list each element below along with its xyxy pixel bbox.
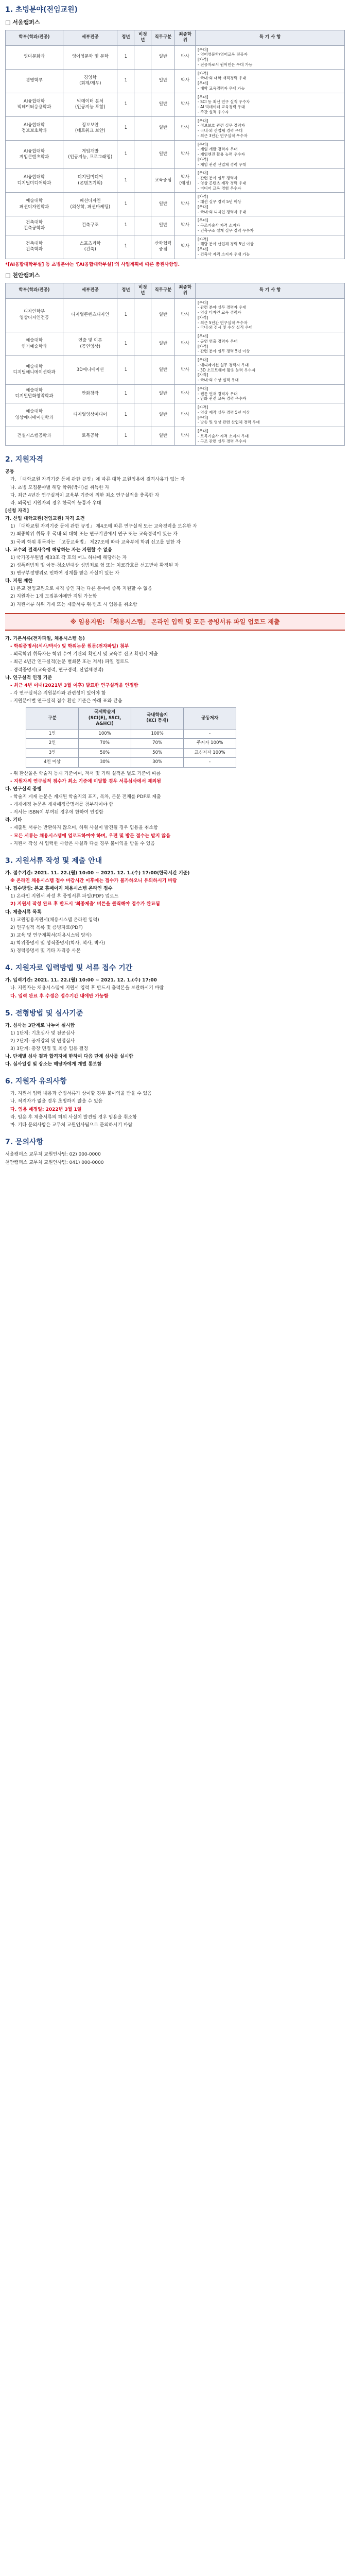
th-col: 구분: [26, 708, 79, 729]
major-cell: 스포츠과학 (건축): [63, 235, 117, 259]
contact-line: 서울캠퍼스 교무처 교원인사팀: 02) 000-0000: [5, 1151, 101, 1157]
paragraph: - 최근 4년간 연구실적(논문 별쇄본 또는 저서) 파일 업로드: [10, 659, 129, 665]
tenure-cell: 1: [117, 216, 134, 235]
paragraph: 다. 연구실적 증빙: [5, 786, 42, 792]
paragraph: 2) 지원서 작성 완료 후 반드시 '최종제출' 버튼을 클릭해야 접수가 완료됨: [10, 902, 160, 907]
application-text: [5, 870, 345, 955]
table-row: [6, 169, 345, 193]
dept-cell: AI융합대학 정보보호학과: [6, 116, 63, 140]
dept-cell: 건축대학 건축공학과: [6, 216, 63, 235]
th-major: 세부전공: [63, 30, 117, 45]
type-cell: 일반: [151, 140, 175, 169]
degree-cell: 박사: [175, 140, 196, 169]
type-cell: 산학협력중점: [151, 235, 175, 259]
degree-cell: 박사: [175, 356, 196, 385]
type-cell: 일반: [151, 116, 175, 140]
cheonan-table-body: [6, 298, 345, 446]
table-row: [6, 332, 345, 356]
section-selection: [5, 1009, 345, 1068]
table-cell: 50%: [79, 748, 131, 757]
nontenure-cell: [134, 403, 151, 427]
table-cell: 30%: [79, 758, 131, 767]
th-tenure: 정년: [117, 283, 134, 298]
dept-cell: AI융합대학 디지털미디어학과: [6, 169, 63, 193]
dept-cell: 예술대학 디지털만화창작학과: [6, 384, 63, 403]
th-type: 직무구분: [151, 30, 175, 45]
paragraph: 2) 성폭력범죄 및 아동·청소년대상 성범죄로 형 또는 치료감호를 선고받아 확정된 자: [10, 563, 179, 568]
table-row: [6, 216, 345, 235]
tenure-cell: 1: [117, 298, 134, 332]
dept-cell: 예술대학 연기예술학과: [6, 332, 63, 356]
table-cell: 30%: [131, 758, 184, 767]
note-cell: [자격] - 영상 제작 실무 경력 5년 이상 [우대] - 방송 및 영상 관련 산업체 경력 우대: [195, 403, 344, 427]
dept-cell: AI융합대학 빅데이터응용학과: [6, 93, 63, 116]
dept-cell: 예술대학 디지털애니메이션학과: [6, 356, 63, 385]
major-cell: 디지털미디어 (콘텐츠기획): [63, 169, 117, 193]
table-row: [6, 427, 345, 446]
degree-cell: 박사: [175, 93, 196, 116]
major-cell: 빅데이터 분석 (인공지능 포함): [63, 93, 117, 116]
paragraph: 나. 적격자가 없을 경우 초빙하지 않을 수 있음: [10, 1099, 103, 1105]
paragraph: 나. 지원자는 채용시스템에 지원서 입력 후 반드시 출력본을 보관하시기 바람: [10, 986, 164, 991]
nontenure-cell: [134, 235, 151, 259]
type-cell: 교육중심: [151, 169, 175, 193]
paragraph: 1) 국가공무원법 제33조 각 호의 어느 하나에 해당하는 자: [10, 555, 127, 561]
paragraph: 다. 임용 예정일: 2022년 3월 1일: [10, 1107, 82, 1112]
tenure-cell: 1: [117, 356, 134, 385]
th-col: 공동저자: [184, 708, 236, 729]
seoul-footnote: *[AI융합대학부설] 등 초빙분야는 '[AI융합대학부설]'의 사업계획에 따른 충원사항임.: [5, 262, 180, 267]
tenure-cell: 1: [117, 140, 134, 169]
table-row: [6, 384, 345, 403]
th-note: 특 기 사 항: [195, 283, 344, 298]
table-row: [6, 93, 345, 116]
cheonan-table: [5, 283, 345, 446]
th-type: 직무구분: [151, 283, 175, 298]
tenure-cell: 1: [117, 93, 134, 116]
section-title: 2. 지원자격: [5, 455, 44, 464]
type-cell: 일반: [151, 93, 175, 116]
th-nontenure: 비정년: [134, 30, 151, 45]
dept-cell: AI융합대학 게임콘텐츠학과: [6, 140, 63, 169]
paragraph: - 학위증명서(석사/박사) 및 학위논문 원문(전자파일) 첨부: [10, 644, 129, 650]
major-cell: 토목공학: [63, 427, 117, 446]
paragraph: 라. 기타: [5, 818, 22, 823]
contact-line: 천안캠퍼스 교무처 교원인사팀: 041) 000-0000: [5, 1160, 104, 1166]
th-dept: 학부(학과/전공): [6, 30, 63, 45]
section-positions: [5, 5, 345, 446]
nontenure-cell: [134, 45, 151, 69]
tenure-cell: 1: [117, 332, 134, 356]
nontenure-cell: [134, 69, 151, 93]
note-cell: [자격] - 국내·외 대학 재직경력 우대 [우대] - 대학 교육경력자 우대 가능: [195, 69, 344, 93]
th-dept: 학부(학과/전공): [6, 283, 63, 298]
type-cell: 일반: [151, 384, 175, 403]
paragraph: 가. 지원서 입력 내용과 증빙서류가 상이할 경우 불이익을 받을 수 있음: [10, 1091, 152, 1097]
score-table-body: [26, 729, 236, 767]
type-cell: 일반: [151, 45, 175, 69]
paragraph: - 위 환산율은 학술지 등재 기준이며, 저서 및 기타 실적은 별도 기준에 따름: [10, 771, 161, 776]
degree-cell: 박사: [175, 235, 196, 259]
submission-banner: ※ 임용지원: 「채용시스템」 온라인 입력 및 모든 증빙서류 파일 업로드 제출: [5, 613, 345, 631]
th-major: 세부전공: [63, 283, 117, 298]
type-cell: 일반: [151, 193, 175, 216]
degree-cell: 박사: [175, 384, 196, 403]
table-row: [6, 403, 345, 427]
note-cell: [우대] - 토목기술사 자격 소지자 우대 - 구조 관련 실무 경력 우수자: [195, 427, 344, 446]
paragraph: - 지원자의 연구실적 점수가 최소 기준에 미달할 경우 서류심사에서 제외됨: [10, 778, 161, 784]
dept-cell: 예술대학 패션디자인학과: [6, 193, 63, 216]
nontenure-cell: [134, 298, 151, 332]
table-cell: 70%: [131, 739, 184, 748]
dept-cell: 경영학부: [6, 69, 63, 93]
section-contact: [5, 1138, 345, 1166]
paragraph: 1) 교원임용지원서(채용시스템 온라인 입력): [10, 917, 99, 923]
nontenure-cell: [134, 140, 151, 169]
paragraph: 다. 지원 제한: [5, 579, 33, 584]
section-title: 3. 지원서류 작성 및 제출 안내: [5, 856, 102, 865]
table-cell: -: [184, 758, 236, 767]
paragraph: 2) 연구실적 목록 및 증빙자료(PDF): [10, 925, 83, 930]
dept-cell: 건설시스템공학과: [6, 427, 63, 446]
tenure-cell: 1: [117, 193, 134, 216]
table-row: [6, 298, 345, 332]
note-cell: [우대] - 관련 분야 실무 경력자 우대 - 영상 디자인 교육 경력자 [자격] - 최근 5년간 연구실적 우수자 - 국내·외 전시 및 수상 실적 우대: [195, 298, 344, 332]
th-col: 국내학술지 (KCI 등재): [131, 708, 184, 729]
paragraph: 가. 접수기간: 2021. 11. 22.(월) 10:00 ~ 2021. 12. 1.(수) 17:00(한국시간 기준): [5, 870, 190, 876]
nontenure-cell: [134, 116, 151, 140]
table-cell: 교신저자 100%: [184, 748, 236, 757]
paragraph: - 최근 4년 이내(2021년 3월 이후) 발표한 연구실적을 인정함: [10, 683, 138, 688]
type-cell: 일반: [151, 332, 175, 356]
paragraph: 1) 온라인 지원서 작성 후 증빙서류 파일(PDF) 업로드: [10, 894, 119, 900]
th-col: 국제학술지 (SCI(E), SSCI, A&HCI): [79, 708, 131, 729]
paragraph: [신청 자격]: [5, 508, 29, 514]
table-cell: 1인: [26, 729, 79, 738]
table-row: [6, 356, 345, 385]
degree-cell: 박사: [175, 193, 196, 216]
note-cell: [우대] - 영어영문학/영어교육 전공자 [자격] - 전공자로서 원어민은 우대 가능: [195, 45, 344, 69]
paragraph: 5) 경력증명서 및 기타 자격증 사본: [10, 948, 81, 954]
paragraph: 2) 2단계: 공개강의 및 면접심사: [10, 1038, 75, 1044]
paragraph: 다. 심사일정 및 장소는 해당자에게 개별 통보함: [5, 1062, 102, 1067]
note-cell: [자격] - 패션 실무 경력 5년 이상 [우대] - 국내·외 디자인 경력자 우대: [195, 193, 344, 216]
table-cell: 100%: [79, 729, 131, 738]
degree-cell: 박사: [175, 216, 196, 235]
major-cell: 디지털콘텐츠디자인: [63, 298, 117, 332]
note-cell: [우대] - 구조기술사 자격 소지자 - 건축구조 설계 실무 경력 우수자: [195, 216, 344, 235]
section-title: 4. 지원자로 입력방법 및 서류 접수 기간: [5, 964, 133, 973]
paragraph: 1) 본교 전임교원으로 재직 중인 자는 다른 분야에 중복 지원할 수 없음: [10, 586, 152, 592]
table-row: [6, 116, 345, 140]
major-cell: 건축구조: [63, 216, 117, 235]
tenure-cell: 1: [117, 69, 134, 93]
degree-cell: 박사 (예정): [175, 169, 196, 193]
paragraph: 가. 신입 대학교원(전임교원) 자격 요건: [5, 516, 85, 522]
nontenure-cell: [134, 193, 151, 216]
seoul-table-body: [6, 45, 345, 259]
paragraph: 가. 입력기간: 2021. 11. 22.(월) 10:00 ~ 2021. 12. 1.(수) 17:00: [5, 978, 157, 984]
th-degree: 최종학위: [175, 283, 196, 298]
note-cell: [우대] - 애니메이션 실무 경력자 우대 - 3D 소프트웨어 활용 능력 우수자 [자격] - 국내·외 수상 실적 우대: [195, 356, 344, 385]
th-degree: 최종학위: [175, 30, 196, 45]
paragraph: 라. 외국인 지원자의 경우 한국어 능통자 우대: [10, 500, 101, 506]
documents-text: [5, 636, 345, 704]
table-cell: 100%: [131, 729, 184, 738]
paragraph: 라. 임용 후 제출서류의 허위 사실이 발견될 경우 임용을 취소함: [10, 1114, 137, 1120]
major-cell: 정보보안 (네트워크 보안): [63, 116, 117, 140]
cheonan-heading: □ 천안캠퍼스: [5, 272, 40, 279]
paragraph: - 모든 서류는 채용시스템에 업로드하여야 하며, 우편 및 방문 접수는 받지 않음: [10, 833, 171, 839]
section-documents: [5, 636, 345, 847]
table-row: [6, 45, 345, 69]
tenure-cell: 1: [117, 384, 134, 403]
tenure-cell: 1: [117, 427, 134, 446]
paragraph: 3) 3단계: 총장 면접 및 최종 임용 결정: [10, 1046, 89, 1052]
dept-cell: 디자인학부 영상디자인전공: [6, 298, 63, 332]
major-cell: 영어영문학 및 문학: [63, 45, 117, 69]
paragraph: 가. 「대학교원 자격기준 등에 관한 규정」에 따른 대학 교원임용에 결격사유가 없는 자: [10, 477, 185, 483]
paragraph: 3) 연구부정행위로 인하여 징계를 받은 사실이 있는 자: [10, 571, 119, 577]
nontenure-cell: [134, 384, 151, 403]
nontenure-cell: [134, 332, 151, 356]
paragraph: 가. 기본서류(전자파일, 채용시스템 등): [5, 636, 85, 641]
degree-cell: 박사: [175, 427, 196, 446]
nontenure-cell: [134, 169, 151, 193]
paragraph: 1) 「대학교원 자격기준 등에 관한 규정」 제4조에 따른 연구실적 또는 교육경력을 보유한 자: [10, 524, 197, 530]
th-note: 특 기 사 항: [195, 30, 344, 45]
note-cell: [우대] - SCI 등 최신 연구 실적 우수자 - AI 빅데이터 교육경력 우대 - 주관 실적 우수자: [195, 93, 344, 116]
major-cell: 연출 및 이론 (공연영상): [63, 332, 117, 356]
note-cell: [자격] - 해당 분야 산업체 경력 5년 이상 [우대] - 건축사 자격 소지자 우대 가능: [195, 235, 344, 259]
section-application: [5, 856, 345, 954]
type-cell: 일반: [151, 403, 175, 427]
note-cell: [우대] - 관련 분야 실무 경력자 - 영상 콘텐츠 제작 경력 우대 - 미디어 교육 경험 우수자: [195, 169, 344, 193]
paragraph: - 저서는 ISBN이 부여된 경우에 한하여 인정함: [10, 810, 103, 816]
table-cell: 50%: [131, 748, 184, 757]
paragraph: - 각 연구실적은 지원분야와 관련성이 있어야 함: [10, 690, 106, 696]
type-cell: 일반: [151, 69, 175, 93]
type-cell: 일반: [151, 356, 175, 385]
table-row: [26, 748, 236, 757]
table-row: [6, 140, 345, 169]
section-notice: [5, 1077, 345, 1128]
table-row: [26, 758, 236, 767]
paragraph: - 지원서 작성 시 입력한 사항은 사실과 다를 경우 불이익을 받을 수 있음: [10, 841, 155, 846]
paragraph: 2) 최종학위 취득 후 국내·외 대학 또는 연구기관에서 연구 또는 교육경력이 있는 자: [10, 532, 178, 537]
paragraph: - 외국학위 취득자는 학위 수여 기관의 확인서 및 교육부 신고 확인서 제출: [10, 652, 158, 657]
paragraph: 가. 심사는 3단계로 나누어 실시함: [5, 1023, 75, 1028]
paragraph: ※ 온라인 채용시스템 접수 마감시간 이후에는 접수가 불가하오니 유의하시기 바람: [10, 878, 177, 884]
note-cell: [우대] - 공연 연출 경력자 우대 [자격] - 관련 분야 실무 경력 5년 이상: [195, 332, 344, 356]
nontenure-cell: [134, 216, 151, 235]
tenure-cell: 1: [117, 235, 134, 259]
paragraph: 3) 국외 학위 취득자는 「고등교육법」 제27조에 따라 교육부에 학위 신고를 필한 자: [10, 539, 181, 545]
nontenure-cell: [134, 427, 151, 446]
paragraph: 1) 1단계: 기초심사 및 전공심사: [10, 1030, 75, 1036]
table-cell: 2인: [26, 739, 79, 748]
degree-cell: 박사: [175, 403, 196, 427]
degree-cell: 박사: [175, 116, 196, 140]
dept-cell: 예술대학 영상애니메이션학과: [6, 403, 63, 427]
input-period-text: [5, 977, 345, 999]
dept-cell: 영미문화과: [6, 45, 63, 69]
table-row: [6, 235, 345, 259]
degree-cell: 박사: [175, 298, 196, 332]
research-score-table: [26, 707, 236, 767]
type-cell: 일반: [151, 298, 175, 332]
section-title: 6. 지원자 유의사항: [5, 1077, 67, 1086]
paragraph: 2) 지원자는 1개 모집분야에만 지원 가능함: [10, 594, 97, 600]
degree-cell: 박사: [175, 332, 196, 356]
nontenure-cell: [134, 93, 151, 116]
table-cell: 4인 이상: [26, 758, 79, 767]
table-row: [26, 739, 236, 748]
table-row: [26, 729, 236, 738]
note-cell: [우대] - 정보보호 관련 실무 경력자 - 국내·외 산업체 경력 우대 - 최근 3년간 연구실적 우수자: [195, 116, 344, 140]
documents-text-after: [5, 771, 345, 847]
paragraph: 공통: [5, 469, 14, 475]
table-row: [6, 193, 345, 216]
qualification-text: [5, 469, 345, 608]
table-cell: -: [184, 729, 236, 738]
type-cell: 일반: [151, 216, 175, 235]
dept-cell: 건축대학 건축학과: [6, 235, 63, 259]
major-cell: 게임개발 (인공지능, 프로그래밍): [63, 140, 117, 169]
paragraph: 나. 교수의 결격사유에 해당하는 자는 지원할 수 없음: [5, 547, 112, 553]
th-tenure: 정년: [117, 30, 134, 45]
paragraph: - 지원분야별 연구실적 점수 환산 기준은 아래 표와 같음: [10, 699, 122, 704]
paragraph: 다. 제출서류 목록: [5, 909, 42, 915]
tenure-cell: 1: [117, 403, 134, 427]
th-nontenure: 비정년: [134, 283, 151, 298]
seoul-heading: □ 서울캠퍼스: [5, 19, 40, 26]
paragraph: 나. 초빙 모집분야별 해당 학위(박사)를 취득한 자: [10, 485, 110, 490]
note-cell: [우대] - 웹툰 연재 경력자 우대 - 만화 관련 교육 경력 우수자: [195, 384, 344, 403]
paragraph: - 경력증명서(교육경력, 연구경력, 산업체경력): [10, 667, 104, 673]
major-cell: 만화창작: [63, 384, 117, 403]
paragraph: 나. 단계별 심사 결과 합격자에 한하여 다음 단계 심사를 실시함: [5, 1054, 133, 1060]
notice-text: [5, 1091, 345, 1128]
paragraph: 3) 지원서류 허위 기재 또는 제출서류 위·변조 시 임용을 취소함: [10, 602, 137, 607]
page: [5, 5, 345, 1166]
section-title: 7. 문의사항: [5, 1138, 44, 1146]
type-cell: 일반: [151, 427, 175, 446]
section-qualifications: [5, 455, 345, 607]
section-input-period: [5, 963, 345, 999]
seoul-table: [5, 30, 345, 259]
paragraph: 마. 기타 문의사항은 교무처 교원인사팀으로 문의하시기 바람: [10, 1122, 133, 1128]
paragraph: 나. 연구실적 인정 기준: [5, 675, 52, 681]
paragraph: - 게재예정 논문은 게재예정증명서를 첨부하여야 함: [10, 802, 114, 808]
degree-cell: 박사: [175, 69, 196, 93]
tenure-cell: 1: [117, 116, 134, 140]
paragraph: 3) 교육 및 연구계획서(채용시스템 양식): [10, 933, 92, 938]
paragraph: - 제출된 서류는 반환하지 않으며, 허위 사실이 발견될 경우 임용을 취소함: [10, 825, 158, 831]
nontenure-cell: [134, 356, 151, 385]
table-row: [6, 69, 345, 93]
section-title: 5. 전형방법 및 심사기준: [5, 1009, 83, 1018]
paragraph: 다. 입력 완료 후 수정은 접수기간 내에만 가능함: [10, 993, 109, 999]
major-cell: 3D애니메이션: [63, 356, 117, 385]
note-cell: [우대] - 게임 개발 경력자 우대 - 게임엔진 활용 능력 우수자 [자격] - 게임 관련 산업체 경력 우대: [195, 140, 344, 169]
table-cell: 주저자 100%: [184, 739, 236, 748]
section-title: 1. 초빙분야(전임교원): [5, 6, 78, 14]
paragraph: 다. 최근 4년간 연구실적이 교육부 기준에 의한 최소 연구실적을 충족한 자: [10, 493, 160, 498]
major-cell: 디지털영상미디어: [63, 403, 117, 427]
table-cell: 70%: [79, 739, 131, 748]
paragraph: 나. 접수방법: 본교 홈페이지 채용시스템 온라인 접수: [5, 886, 113, 892]
major-cell: 경영학 (회계/재무): [63, 69, 117, 93]
tenure-cell: 1: [117, 45, 134, 69]
table-cell: 3인: [26, 748, 79, 757]
tenure-cell: 1: [117, 169, 134, 193]
selection-text: [5, 1023, 345, 1068]
paragraph: 4) 학위증명서 및 성적증명서(학사, 석사, 박사): [10, 941, 106, 946]
major-cell: 패션디자인 (의상학, 패션마케팅): [63, 193, 117, 216]
paragraph: - 학술지 게재 논문은 게재된 학술지의 표지, 목차, 본문 전체를 PDF로 제출: [10, 794, 161, 800]
degree-cell: 박사: [175, 45, 196, 69]
